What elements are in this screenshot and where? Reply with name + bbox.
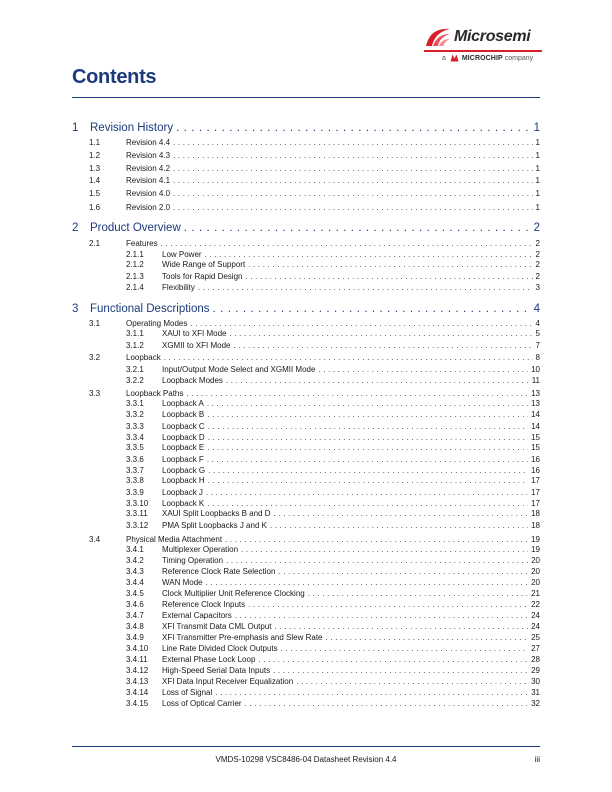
toc-leader-dots	[248, 260, 532, 269]
toc-entry-number: 3	[72, 303, 79, 315]
toc-leader-dots	[173, 176, 533, 185]
toc-entry-number: 3.3	[89, 389, 101, 398]
toc-leader-dots	[173, 164, 533, 173]
toc-entry-page: 15	[531, 433, 540, 442]
toc-entry-number: 3.2.2	[126, 376, 144, 385]
toc-entry-page: 25	[531, 633, 540, 642]
toc-leader-dots	[173, 203, 533, 212]
toc-leader-dots	[173, 138, 533, 147]
toc-entry-title: Loopback H	[162, 476, 205, 485]
toc-entry-page: 18	[531, 509, 540, 518]
toc-entry-number: 3.3.7	[126, 466, 144, 475]
toc-entry-title: Line Rate Divided Clock Outputs	[162, 644, 278, 653]
toc-entry-number: 1.4	[89, 176, 101, 185]
toc-entry-page: 1	[535, 189, 540, 198]
toc-entry-page: 17	[531, 499, 540, 508]
toc-entry-page: 1	[535, 203, 540, 212]
toc-entry-number: 2.1.4	[126, 283, 144, 292]
toc-leader-dots	[235, 611, 528, 620]
toc-leader-dots	[161, 239, 533, 248]
toc-leader-dots	[190, 319, 532, 328]
toc-leader-dots	[198, 283, 533, 292]
toc-entry-number: 3.4.10	[126, 644, 149, 653]
toc-entry-number: 3.4.6	[126, 600, 144, 609]
toc-entry-title: External Phase Lock Loop	[162, 655, 256, 664]
toc-entry-title: Features	[126, 239, 158, 248]
toc-leader-dots	[229, 329, 532, 338]
toc-entry-number: 3.3.2	[126, 410, 144, 419]
toc-entry-title: Revision 4.3	[126, 151, 171, 160]
footer-document-id: VMDS-10298 VSC8486-04 Datasheet Revision 4.4	[215, 755, 397, 764]
toc-entry[interactable]	[126, 422, 540, 432]
toc-entry[interactable]	[126, 376, 540, 386]
logo-wordmark: Microsemi	[454, 28, 531, 45]
logo-tagline-prefix: a	[442, 54, 446, 62]
toc-entry-number: 3.3.6	[126, 455, 144, 464]
toc-entry-number: 3.3.3	[126, 422, 144, 431]
toc-entry-title: Clock Multiplier Unit Reference Clocking	[162, 589, 305, 598]
toc-entry-title: Multiplexer Operation	[162, 545, 239, 554]
toc-entry-page: 20	[531, 567, 540, 576]
toc-entry-title: Revision 2.0	[126, 203, 171, 212]
toc-entry-title: Revision 4.1	[126, 176, 171, 185]
toc-entry-page: 2	[535, 250, 540, 259]
toc-entry-title: XFI Data Input Receiver Equalization	[162, 677, 294, 686]
toc-entry-page: 16	[531, 466, 540, 475]
toc-leader-dots	[278, 567, 528, 576]
toc-entry-title: Revision 4.0	[126, 189, 171, 198]
toc-entry[interactable]	[126, 509, 540, 519]
toc-entry[interactable]	[126, 433, 540, 443]
toc-leader-dots	[296, 677, 528, 686]
toc-entry-number: 3.1.2	[126, 341, 144, 350]
toc-entry[interactable]	[126, 521, 540, 531]
toc-entry-title: Loopback Modes	[162, 376, 223, 385]
toc-entry[interactable]	[89, 138, 540, 148]
toc-entry-title: Loss of Signal	[162, 688, 213, 697]
toc-entry-page: 17	[531, 488, 540, 497]
toc-entry-page: 7	[535, 341, 540, 350]
toc-entry-page: 13	[531, 389, 540, 398]
toc-entry-number: 1.6	[89, 203, 101, 212]
toc-entry-title: Product Overview	[90, 222, 181, 234]
toc-entry-page: 14	[531, 422, 540, 431]
toc-entry-number: 3.3.4	[126, 433, 144, 442]
toc-entry[interactable]	[126, 578, 540, 588]
toc-entry[interactable]	[89, 164, 540, 174]
toc-entry-page: 16	[531, 455, 540, 464]
toc-entry-number: 3.4.7	[126, 611, 144, 620]
toc-entry-number: 3.4.5	[126, 589, 144, 598]
toc-entry-page: 24	[531, 622, 540, 631]
toc-entry[interactable]	[126, 455, 540, 465]
toc-entry-page: 32	[531, 699, 540, 708]
toc-entry[interactable]	[126, 600, 540, 610]
toc-entry[interactable]	[72, 222, 540, 236]
toc-leader-dots	[207, 410, 528, 419]
toc-entry-number: 3.3.1	[126, 399, 144, 408]
toc-leader-dots	[281, 644, 528, 653]
toc-leader-dots	[248, 600, 528, 609]
toc-entry-title: Loss of Optical Carrier	[162, 699, 242, 708]
toc-entry[interactable]	[126, 655, 540, 665]
toc-leader-dots	[258, 655, 528, 664]
toc-entry[interactable]	[126, 633, 540, 643]
toc-entry-page: 27	[531, 644, 540, 653]
toc-entry-page: 1	[535, 138, 540, 147]
toc-leader-dots	[226, 376, 529, 385]
toc-entry[interactable]	[126, 250, 540, 260]
toc-entry-title: Loopback Paths	[126, 389, 184, 398]
toc-entry[interactable]	[126, 443, 540, 453]
toc-entry-number: 3.3.5	[126, 443, 144, 452]
toc-entry-page: 8	[535, 353, 540, 362]
toc-entry-page: 2	[533, 222, 540, 234]
toc-leader-dots	[208, 433, 528, 442]
toc-entry-title: Functional Descriptions	[90, 303, 210, 315]
toc-entry-page: 11	[531, 376, 540, 385]
toc-entry-title: Loopback G	[162, 466, 206, 475]
toc-entry-page: 3	[535, 283, 540, 292]
toc-leader-dots	[270, 521, 528, 530]
toc-entry-page: 20	[531, 556, 540, 565]
toc-entry-page: 1	[535, 164, 540, 173]
toc-entry-number: 1.1	[89, 138, 101, 147]
toc-entry-number: 2.1	[89, 239, 101, 248]
toc-entry-title: Loopback	[126, 353, 161, 362]
toc-entry[interactable]	[126, 688, 540, 698]
toc-entry-title: Loopback D	[162, 433, 205, 442]
toc-leader-dots	[241, 545, 528, 554]
toc-entry[interactable]	[89, 176, 540, 186]
toc-entry[interactable]	[89, 151, 540, 161]
toc-entry-number: 2	[72, 222, 79, 234]
toc-entry[interactable]	[72, 122, 540, 136]
toc-leader-dots	[205, 250, 533, 259]
toc-entry-page: 2	[535, 272, 540, 281]
toc-entry-number: 1	[72, 122, 79, 134]
toc-entry-title: External Capacitors	[162, 611, 232, 620]
toc-entry-number: 3.3.9	[126, 488, 144, 497]
toc-entry-number: 3.4.15	[126, 699, 149, 708]
toc-entry[interactable]	[126, 272, 540, 282]
toc-entry-number: 3.1.1	[126, 329, 144, 338]
toc-entry-title: Revision 4.2	[126, 164, 171, 173]
toc-leader-dots	[226, 556, 528, 565]
toc-entry-page: 19	[531, 545, 540, 554]
toc-entry-page: 17	[531, 476, 540, 485]
toc-entry[interactable]	[89, 535, 540, 545]
toc-entry-number: 3.4.9	[126, 633, 144, 642]
toc-entry-number: 3.4.11	[126, 655, 148, 664]
toc-leader-dots	[208, 422, 528, 431]
toc-entry-title: Loopback A	[162, 399, 204, 408]
toc-entry-page: 4	[533, 303, 540, 315]
toc-entry-page: 30	[531, 677, 540, 686]
footer-divider	[72, 746, 540, 747]
toc-entry-number: 3.4	[89, 535, 101, 544]
toc-entry-title: Loopback F	[162, 455, 204, 464]
toc-entry[interactable]	[126, 499, 540, 509]
toc-leader-dots	[233, 341, 532, 350]
toc-entry-page: 1	[533, 122, 540, 134]
toc-leader-dots	[273, 666, 528, 675]
toc-entry-page: 24	[531, 611, 540, 620]
toc-entry-number: 3.4.13	[126, 677, 149, 686]
toc-entry-page: 4	[535, 319, 540, 328]
toc-leader-dots	[186, 389, 528, 398]
toc-entry[interactable]	[89, 389, 540, 399]
toc-entry[interactable]	[126, 365, 540, 375]
toc-entry-title: Revision 4.4	[126, 138, 171, 147]
toc-entry-number: 3.3.11	[126, 509, 148, 518]
toc-entry-page: 10	[531, 365, 540, 374]
toc-entry-number: 3.2	[89, 353, 101, 362]
toc-leader-dots	[245, 699, 529, 708]
toc-entry-number: 3.4.3	[126, 567, 144, 576]
toc-entry-page: 13	[531, 399, 540, 408]
toc-entry[interactable]	[126, 556, 540, 566]
toc-entry[interactable]	[126, 611, 540, 621]
toc-entry-page: 15	[531, 443, 540, 452]
toc-leader-dots	[326, 633, 529, 642]
toc-entry-title: XFI Transmit Data CML Output	[162, 622, 272, 631]
toc-leader-dots	[207, 443, 528, 452]
toc-entry-page: 21	[531, 589, 540, 598]
toc-leader-dots	[164, 353, 533, 362]
toc-entry[interactable]	[89, 189, 540, 199]
toc-entry[interactable]	[126, 341, 540, 351]
toc-entry-page: 1	[535, 151, 540, 160]
toc-leader-dots	[275, 622, 529, 631]
toc-leader-dots	[207, 399, 528, 408]
toc-leader-dots	[318, 365, 528, 374]
toc-leader-dots	[176, 122, 531, 134]
footer-page-number: iii	[534, 755, 540, 764]
toc-entry[interactable]	[126, 329, 540, 339]
toc-entry-number: 3.3.8	[126, 476, 144, 485]
toc-entry-page: 2	[535, 260, 540, 269]
toc-entry-title: WAN Mode	[162, 578, 203, 587]
toc-entry-page: 2	[535, 239, 540, 248]
toc-entry-number: 3.4.4	[126, 578, 144, 587]
toc-entry-title: Revision History	[90, 122, 174, 134]
toc-entry-title: Flexibility	[162, 283, 195, 292]
toc-leader-dots	[308, 589, 528, 598]
logo-tagline-brand: MICROCHIP	[461, 54, 503, 62]
toc-entry-title: Reference Clock Inputs	[162, 600, 246, 609]
toc-entry-title: Loopback K	[162, 499, 205, 508]
toc-entry-page: 14	[531, 410, 540, 419]
toc-entry[interactable]	[126, 399, 540, 409]
toc-entry[interactable]	[126, 476, 540, 486]
toc-entry[interactable]	[126, 644, 540, 654]
toc-leader-dots	[173, 189, 533, 198]
toc-entry-title: Loopback E	[162, 443, 205, 452]
toc-entry-title: Physical Media Attachment	[126, 535, 223, 544]
logo-tagline-suffix: company	[504, 54, 534, 62]
toc-entry[interactable]	[126, 622, 540, 632]
toc-entry-title: Loopback B	[162, 410, 205, 419]
toc-entry-title: Timing Operation	[162, 556, 224, 565]
toc-entry[interactable]	[126, 466, 540, 476]
toc-entry-number: 3.3.10	[126, 499, 149, 508]
toc-entry-title: Tools for Rapid Design	[162, 272, 243, 281]
toc-entry-number: 3.4.14	[126, 688, 149, 697]
toc-entry-page: 22	[531, 600, 540, 609]
toc-entry[interactable]	[126, 699, 540, 709]
toc-entry-title: XGMII to XFI Mode	[162, 341, 231, 350]
toc-entry-title: Operating Modes	[126, 319, 188, 328]
toc-entry-number: 1.3	[89, 164, 101, 173]
toc-entry-number: 3.4.8	[126, 622, 144, 631]
toc-entry-number: 3.3.12	[126, 521, 149, 530]
toc-leader-dots	[213, 303, 531, 315]
toc-entry-title: Input/Output Mode Select and XGMII Mode	[162, 365, 316, 374]
toc-leader-dots	[225, 535, 528, 544]
toc-leader-dots	[215, 688, 528, 697]
toc-entry-number: 1.5	[89, 189, 101, 198]
toc-entry[interactable]	[89, 239, 540, 249]
toc-entry-number: 3.4.2	[126, 556, 144, 565]
toc-entry[interactable]	[126, 283, 540, 293]
toc-entry-page: 5	[535, 329, 540, 338]
toc-entry-number: 2.1.2	[126, 260, 144, 269]
toc-entry-page: 18	[531, 521, 540, 530]
toc-leader-dots	[184, 222, 531, 234]
toc-leader-dots	[206, 488, 528, 497]
toc-entry-number: 2.1.3	[126, 272, 144, 281]
toc-entry-number: 3.1	[89, 319, 101, 328]
toc-entry[interactable]	[126, 545, 540, 555]
toc-entry-title: XAUI Split Loopbacks B and D	[162, 509, 271, 518]
toc-entry[interactable]	[89, 353, 540, 363]
toc-entry-page: 19	[531, 535, 540, 544]
toc-entry-number: 1.2	[89, 151, 101, 160]
toc-entry-page: 31	[531, 688, 540, 697]
toc-entry-title: Low Power	[162, 250, 202, 259]
toc-entry-title: Loopback C	[162, 422, 205, 431]
toc-leader-dots	[274, 509, 529, 518]
toc-leader-dots	[208, 466, 528, 475]
toc-entry[interactable]	[126, 488, 540, 498]
toc-entry[interactable]	[89, 319, 540, 329]
toc-entry[interactable]	[126, 567, 540, 577]
toc-entry-title: High-Speed Serial Data Inputs	[162, 666, 271, 675]
toc-leader-dots	[245, 272, 532, 281]
toc-entry-number: 3.4.1	[126, 545, 144, 554]
toc-entry[interactable]	[72, 303, 540, 317]
toc-entry-title: Reference Clock Rate Selection	[162, 567, 276, 576]
toc-leader-dots	[173, 151, 533, 160]
toc-entry-title: XFI Transmitter Pre-emphasis and Slew Rate	[162, 633, 323, 642]
toc-leader-dots	[207, 499, 528, 508]
toc-leader-dots	[206, 578, 528, 587]
toc-entry-title: PMA Split Loopbacks J and K	[162, 521, 267, 530]
toc-entry[interactable]	[126, 589, 540, 599]
toc-entry-title: Wide Range of Support	[162, 260, 246, 269]
toc-entry-page: 29	[531, 666, 540, 675]
page-title: Contents	[72, 66, 157, 88]
toc-entry[interactable]	[126, 410, 540, 420]
toc-entry-page: 28	[531, 655, 540, 664]
toc-entry[interactable]	[126, 677, 540, 687]
toc-entry[interactable]	[126, 666, 540, 676]
toc-entry-title: XAUI to XFI Mode	[162, 329, 227, 338]
toc-leader-dots	[208, 476, 528, 485]
toc-entry-page: 1	[535, 176, 540, 185]
toc-entry-page: 20	[531, 578, 540, 587]
toc-entry-number: 3.2.1	[126, 365, 144, 374]
toc-entry-number: 2.1.1	[126, 250, 144, 259]
toc-entry[interactable]	[126, 260, 540, 270]
toc-entry[interactable]	[89, 203, 540, 213]
toc-entry-title: Loopback J	[162, 488, 203, 497]
toc-leader-dots	[207, 455, 528, 464]
toc-entry-number: 3.4.12	[126, 666, 149, 675]
